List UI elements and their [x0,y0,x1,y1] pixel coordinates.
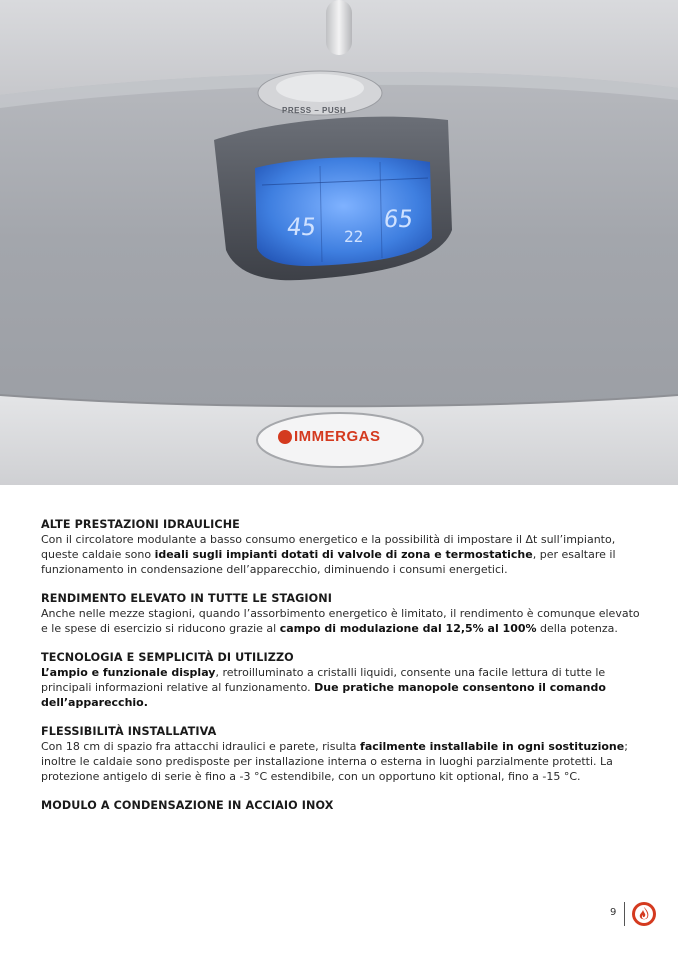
text-content [41,517,641,827]
pipe [326,0,352,55]
section-paragraph: Anche nelle mezze stagioni, quando l’assorbimento energetico è limitato, il rendimento è comunque elevato e le spese di esercizio si riducono grazie al campo di modulazione dal 12,5% al 100% della potenza. [41,607,640,635]
footer-divider [624,902,625,926]
section-heading: RENDIMENTO ELEVATO IN TUTTE LE STAGIONI [41,592,332,605]
flame-icon [278,430,292,444]
knob-label: PRESS – PUSH [282,106,347,115]
lcd-right-temperature: 65 [382,205,415,233]
section-paragraph: Con 18 cm di spazio fra attacchi idraulici e parete, risulta facilmente installabile in ogni sostituzione; inoltre le caldaie sono predisposte per installazione interna o esterna in luoghi parzialmente protetti. La protezione antigelo di serie è fino a -3 °C estendibile, con un opportuno kit optional, fino a -15 °C. [41,740,628,783]
brand-logo: IMMERGAS [278,428,381,445]
section-heading: TECNOLOGIA E SEMPLICITÀ DI UTILIZZO [41,651,294,664]
page-number: 9 [610,907,617,918]
section-condensing-module [41,798,641,813]
section-high-efficiency [41,591,641,636]
section-heading: FLESSIBILITÀ INSTALLATIVA [41,725,217,738]
section-paragraph: L’ampio e funzionale display, retroilluminato a cristalli liquidi, consente una facile lettura di tutte le principali informazioni relative al funzionamento. Due pratiche manopole consentono il comando dell’apparecchio. [41,666,606,709]
section-paragraph: Con il circolatore modulante a basso consumo energetico e la possibilità di impostare il Δt sull’impianto, queste caldaie sono ideali sugli impianti dotati di valvole di zona e termostatiche, per esaltare il funzionamento in condensazione dell’apparecchio, diminuendo i consumi energetici. [41,533,616,576]
section-installation-flexibility [41,724,641,784]
page-footer [604,898,664,930]
section-technology [41,650,641,710]
section-heading: ALTE PRESTAZIONI IDRAULICHE [41,518,240,531]
section-hydraulic-performance [41,517,641,577]
immergas-flame-icon [631,901,657,927]
section-heading: MODULO A CONDENSAZIONE IN ACCIAIO INOX [41,799,334,812]
lcd-left-temperature: 45 [285,213,318,241]
lcd-center-value: 22 [344,227,364,246]
